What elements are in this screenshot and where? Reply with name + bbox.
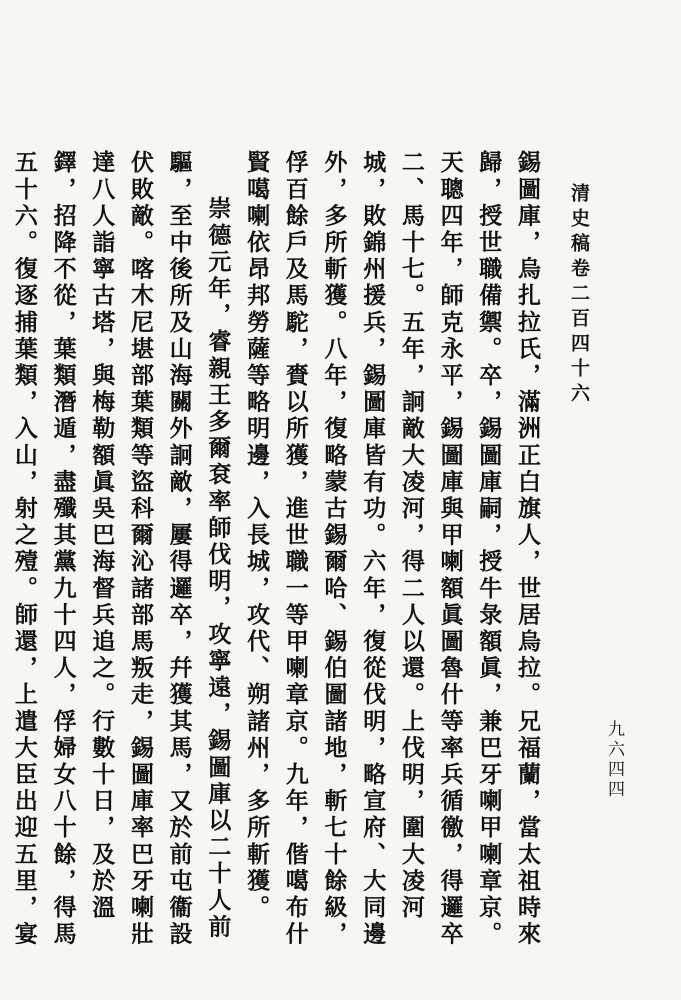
running-head: 清史稿卷二百四十六 <box>568 183 590 408</box>
body-text <box>10 150 546 950</box>
page-number: 九六四四 <box>604 720 624 800</box>
paragraph-1: 錫圖庫，烏扎拉氏，滿洲正白旗人，世居烏拉。兄福蘭，當太祖時來歸，授世職備禦。卒，錫圖庫嗣，授牛彔額眞，兼巴牙喇甲喇章京。天聰四年，師克永平，錫圖庫與甲喇額眞圖魯什等率兵循徼，得邏卒二、馬十七。五年，詗敵大凌河，得二人以還。上伐明，圍大凌河城，敗錦州援兵，錫圖庫皆有功。六年，復從伐明，略宣府、大同邊外，多所斬獲。八年，復略蒙古錫爾哈、錫伯圖諸地，斬七十餘級，俘百餘戶及馬駝，賚以所獲，進世職一等甲喇章京。九年，偕噶布什賢噶喇依昂邦勞薩等略明邊，入長城，攻代、朔諸州，多所斬獲。 <box>243 150 541 948</box>
paragraph-2: 崇德元年，睿親王多爾袞率師伐明，攻寧遠，錫圖庫以二十人前驅，至中後所及山海關外詗敵，屢得邏卒，幷獲其馬，又於前屯衞設伏敗敵。喀木尼堪部葉類等盜科爾沁諸部馬叛走，錫圖庫率巴牙喇壯達八人詣寧古塔，與梅勒額眞吳巴海督兵追之。行數十日，及於溫鐸，招降不從，葉類潛遁，盡殲其黨九十四人，俘婦女八十餘，得馬五十六。復逐捕葉類，入山，射之殪。師還，上遣大臣出迎五里，宴 <box>10 150 232 948</box>
